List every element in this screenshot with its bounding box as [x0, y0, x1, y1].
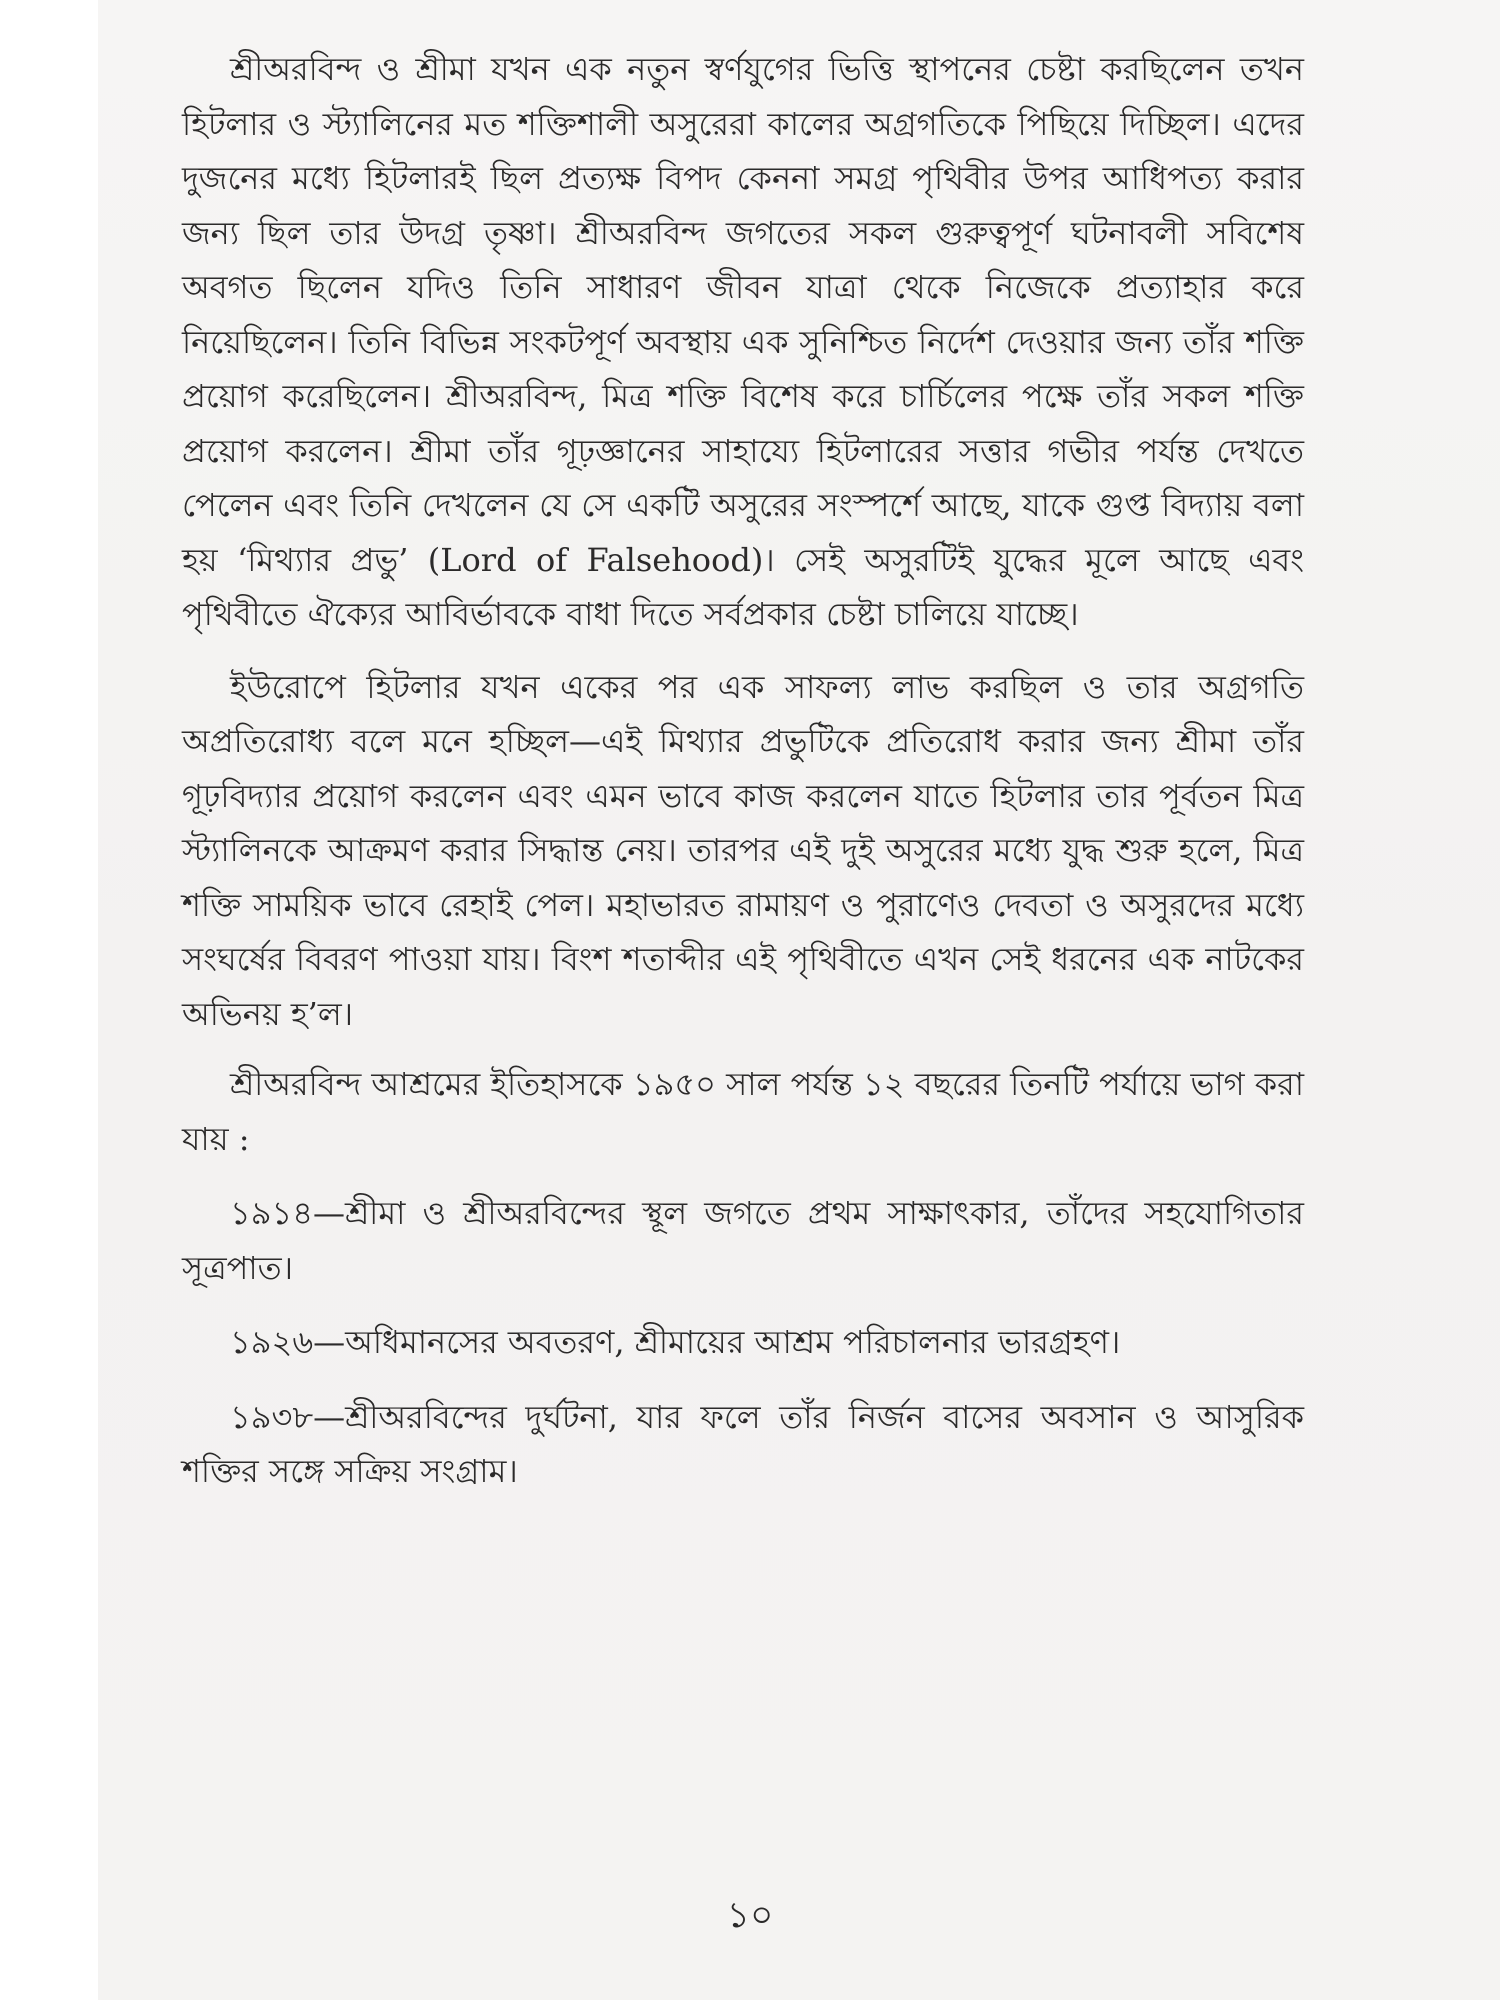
- page-number: ১০: [726, 1895, 774, 1936]
- paragraph-ashram-history: শ্রীঅরবিন্দ আশ্রমের ইতিহাসকে ১৯৫০ সাল পর্যন্ত ১২ বছরের তিনটি পর্যায়ে ভাগ করা যায় :: [182, 1065, 1305, 1158]
- paragraph-hitler-stalin: শ্রীঅরবিন্দ ও শ্রীমা যখন এক নতুন স্বর্ণযুগের ভিত্তি স্থাপনের চেষ্টা করছিলেন তখন হিটলার ও স্ট্যালিনের মত শক্তিশালী অসুরেরা কালের অগ্রগতিকে পিছিয়ে দিচ্ছিল। এদের দুজনের মধ্যে হিটলারই ছিল প্রত্যক্ষ বিপদ কেননা সমগ্র পৃথিবীর উপর আধিপত্য করার জন্য ছিল তার উদগ্র তৃষ্ণা। শ্রীঅরবিন্দ জগতের সকল গুরুত্বপূর্ণ ঘটনাবলী সবিশেষ অবগত ছিলেন যদিও তিনি সাধারণ জীবন যাত্রা থেকে নিজেকে প্রত্যাহার করে নিয়েছিলেন। তিনি বিভিন্ন সংকটপূর্ণ অবস্থায় এক সুনিশ্চিত নির্দেশ দেওয়ার জন্য তাঁর শক্তি প্রয়োগ করেছিলেন। শ্রীঅরবিন্দ, মিত্র শক্তি বিশেষ করে চার্চিলের পক্ষে তাঁর সকল শক্তি প্রয়োগ করলেন। শ্রীমা তাঁর গূঢ়জ্ঞানের সাহায্যে হিটলারের সত্তার গভীর পর্যন্ত দেখতে পেলেন এবং তিনি দেখলেন যে সে একটি অসুরের সংস্পর্শে আছে, যাকে গুপ্ত বিদ্যায় বলা হয় ‘মিথ্যার প্রভু’ (Lord of Falsehood)। সেই অসুরটিই যুদ্ধের মূলে আছে এবং পৃথিবীতে ঐক্যের আবির্ভাবকে বাধা দিতে সর্বপ্রকার চেষ্টা চালিয়ে যাচ্ছে।: [182, 50, 1304, 633]
- paragraph-1938: ১৯৩৮—শ্রীঅরবিন্দের দুর্ঘটনা, যার ফলে তাঁর নির্জন বাসের অবসান ও আসুরিক শক্তির সঙ্গে সক্রিয় সংগ্রাম।: [182, 1397, 1304, 1490]
- body-text: [182, 42, 1304, 1499]
- paragraph-1926: ১৯২৬—অধিমানসের অবতরণ, শ্রীমায়ের আশ্রম পরিচালনার ভারগ্রহণ।: [230, 1323, 1121, 1361]
- paragraph-europe: ইউরোপে হিটলার যখন একের পর এক সাফল্য লাভ করছিল ও তার অগ্রগতি অপ্রতিরোধ্য বলে মনে হচ্ছিল—এই মিথ্যার প্রভুটিকে প্রতিরোধ করার জন্য শ্রীমা তাঁর গূঢ়বিদ্যার প্রয়োগ করলেন এবং এমন ভাবে কাজ করলেন যাতে হিটলার তার পূর্বতন মিত্র স্ট্যালিনকে আক্রমণ করার সিদ্ধান্ত নেয়। তারপর এই দুই অসুরের মধ্যে যুদ্ধ শুরু হলে, মিত্র শক্তি সাময়িক ভাবে রেহাই পেল। মহাভারত রামায়ণ ও পুরাণেও দেবতা ও অসুরদের মধ্যে সংঘর্ষের বিবরণ পাওয়া যায়। বিংশ শতাব্দীর এই পৃথিবীতে এখন সেই ধরনের এক নাটকের অভিনয় হ’ল।: [182, 667, 1304, 1033]
- paragraph-1914: ১৯১৪—শ্রীমা ও শ্রীঅরবিন্দের স্থূল জগতে প্রথম সাক্ষাৎকার, তাঁদের সহযোগিতার সূত্রপাত।: [182, 1194, 1304, 1287]
